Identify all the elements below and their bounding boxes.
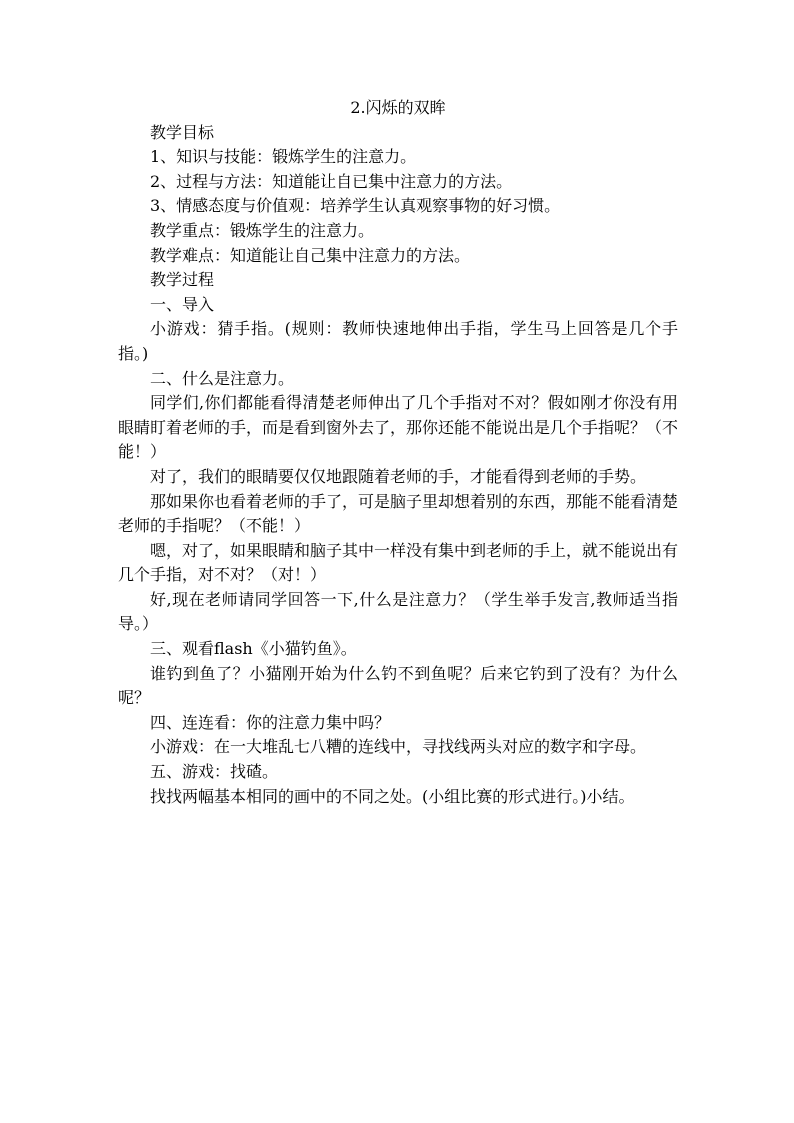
paragraph: 二、什么是注意力。: [150, 368, 295, 388]
paragraph: 3、情感态度与价值观：培养学生认真观察事物的好习惯。: [150, 196, 561, 216]
paragraph: 小游戏：在一大堆乱七八糟的连线中，寻找线两头对应的数字和字母。: [150, 737, 647, 757]
paragraph: 小游戏：猜手指。(规则：教师快速地伸出手指，学生马上回答是几个手指。): [118, 319, 678, 363]
document-page: [118, 96, 678, 809]
paragraph: 2、过程与方法：知道能让自已集中注意力的方法。: [150, 171, 513, 191]
paragraph: 教学难点：知道能让自己集中注意力的方法。: [150, 245, 471, 265]
document-title: 2.闪烁的双眸: [350, 98, 446, 117]
paragraph: 五、游戏：找碴。: [150, 762, 279, 782]
paragraph: 三、观看flash《小猫钓鱼》。: [150, 639, 357, 659]
paragraph: 教学过程: [150, 270, 215, 290]
paragraph: 教学目标: [150, 122, 215, 142]
paragraph: 一、导入: [150, 294, 215, 314]
paragraph: 好,现在老师请同学回答一下,什么是注意力？（学生举手发言,教师适当指导。）: [118, 589, 678, 634]
paragraph: 同学们,你们都能看得清楚老师伸出了几个手指对不对？假如刚才你没有用眼睛盯着老师的手，而是看到窗外去了，那你还能不能说出是几个手指呢？（不能！）: [118, 393, 679, 462]
paragraph: 1、知识与技能：锻炼学生的注意力。: [150, 147, 417, 167]
paragraph: 找找两幅基本相同的画中的不同之处。(小组比赛的形式进行。)小结。: [150, 786, 635, 806]
paragraph: 教学重点：锻炼学生的注意力。: [150, 220, 375, 240]
paragraph: 那如果你也看着老师的手了，可是脑子里却想着别的东西，那能不能看清楚老师的手指呢？（不能！）: [118, 491, 679, 536]
paragraph: 谁钓到鱼了？小猫刚开始为什么钓不到鱼呢？后来它钓到了没有？为什么呢？: [118, 663, 678, 708]
paragraph: 对了，我们的眼睛要仅仅地跟随着老师的手，才能看得到老师的手势。: [150, 466, 647, 486]
paragraph: 四、连连看：你的注意力集中吗？: [150, 712, 391, 732]
paragraph: 嗯，对了，如果眼睛和脑子其中一样没有集中到老师的手上，就不能说出有几个手指，对不对？（对！）: [118, 540, 679, 585]
